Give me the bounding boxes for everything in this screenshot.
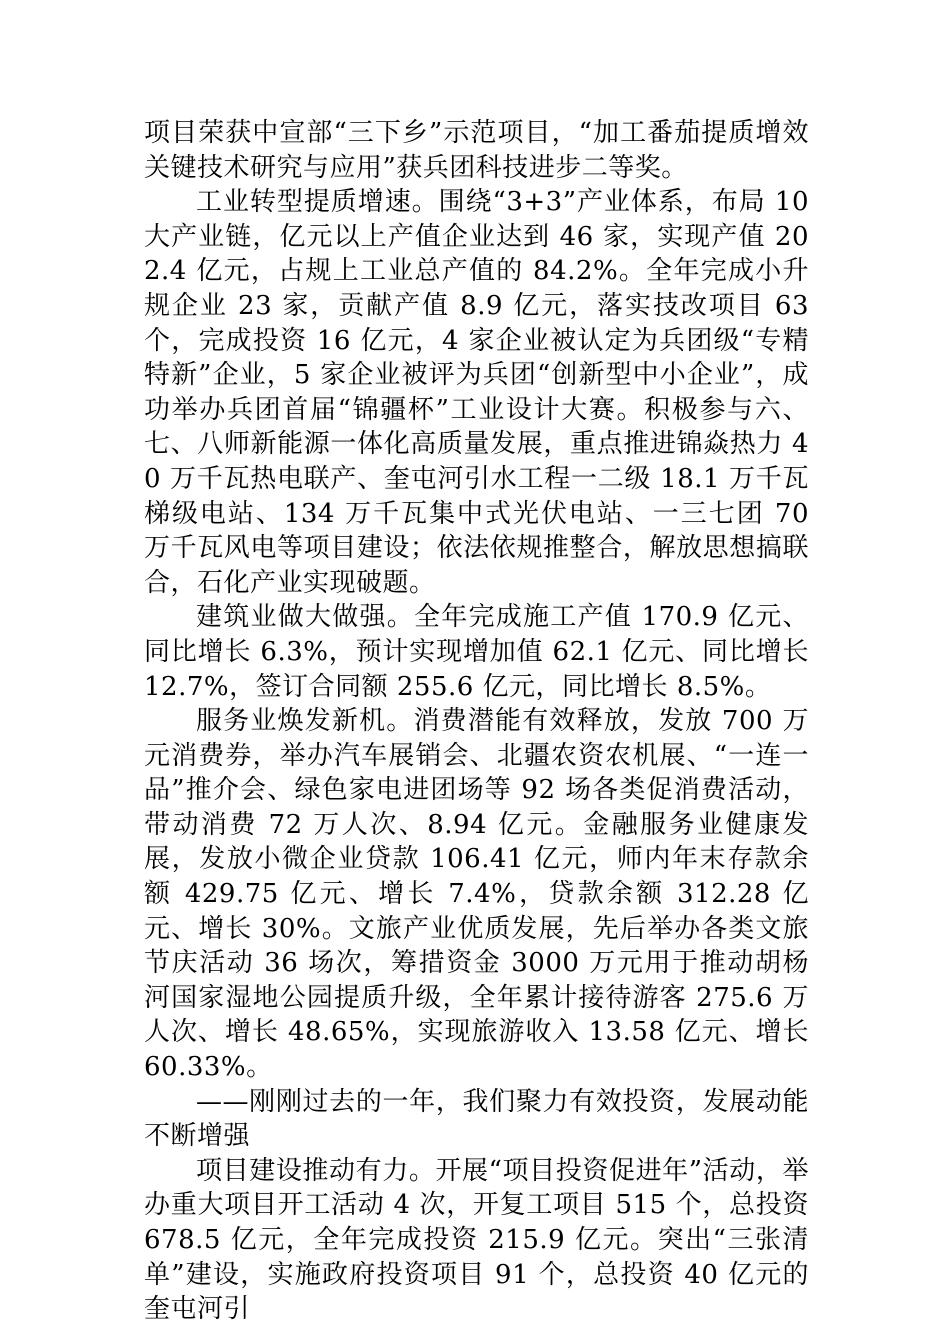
paragraph-construction: 建筑业做大做强。全年完成施工产值 170.9 亿元、同比增长 6.3%，预计实现增加值 62.1 亿元、同比增长 12.7%，签订合同额 255.6 亿元，同比增长 8.5%。 — [144, 602, 809, 702]
document-body — [144, 116, 809, 1327]
paragraph-project-construction: 项目建设推动有力。开展“项目投资促进年”活动，举办重大项目开工活动 4 次，开复工项目 515 个，总投资 678.5 亿元，全年完成投资 215.9 亿元。突出“三张清单”建设，实施政府投资项目 91 个，总投资 40 亿元的奎屯河引 — [144, 1155, 809, 1325]
paragraph-services: 服务业焕发新机。消费潜能有效释放，发放 700 万元消费券，举办汽车展销会、北疆农资农机展、“一连一品”推介会、绿色家电进团场等 92 场各类促消费活动，带动消费 72 万人次、8.94 亿元。金融服务业健康发展，发放小微企业贷款 106.41 亿元，师内年末存款余额 429.75 亿元、增长 7.4%，贷款余额 312.28 亿元、增长 30%。文旅产业优质发展，先后举办各类文旅节庆活动 36 场次，筹措资金 3000 万元用于推动胡杨河国家湿地公园提质升级，全年累计接待游客 275.6 万人次、增长 48.65%，实现旅游收入 13.58 亿元、增长 60.33%。 — [144, 706, 809, 1083]
section-heading-investment: ——刚刚过去的一年，我们聚力有效投资，发展动能不断增强 — [144, 1086, 809, 1152]
paragraph-agri-awards: 项目荣获中宣部“三下乡”示范项目，“加工番茄提质增效关键技术研究与应用”获兵团科技进步二等奖。 — [144, 118, 809, 183]
paragraph-industry-transformation: 工业转型提质增速。围绕“3+3”产业体系，布局 10 大产业链，亿元以上产值企业达到 46 家，实现产值 202.4 亿元，占规上工业总产值的 84.2%。全年完成小升规企业 23 家，贡献产值 8.9 亿元，落实技改项目 63 个，完成投资 16 亿元，4 家企业被认定为兵团级“专精特新”企业，5 家企业被评为兵团“创新型中小企业”，成功举办兵团首届“锦疆杯”工业设计大赛。积极参与六、七、八师新能源一体化高质量发展，重点推进锦焱热力 40 万千瓦热电联产、奎屯河引水工程一二级 18.1 万千瓦梯级电站、134 万千瓦集中式光伏电站、一三七团 70 万千瓦风电等项目建设；依法依规推整合，解放思想搞联合，石化产业实现破题。 — [144, 187, 809, 598]
